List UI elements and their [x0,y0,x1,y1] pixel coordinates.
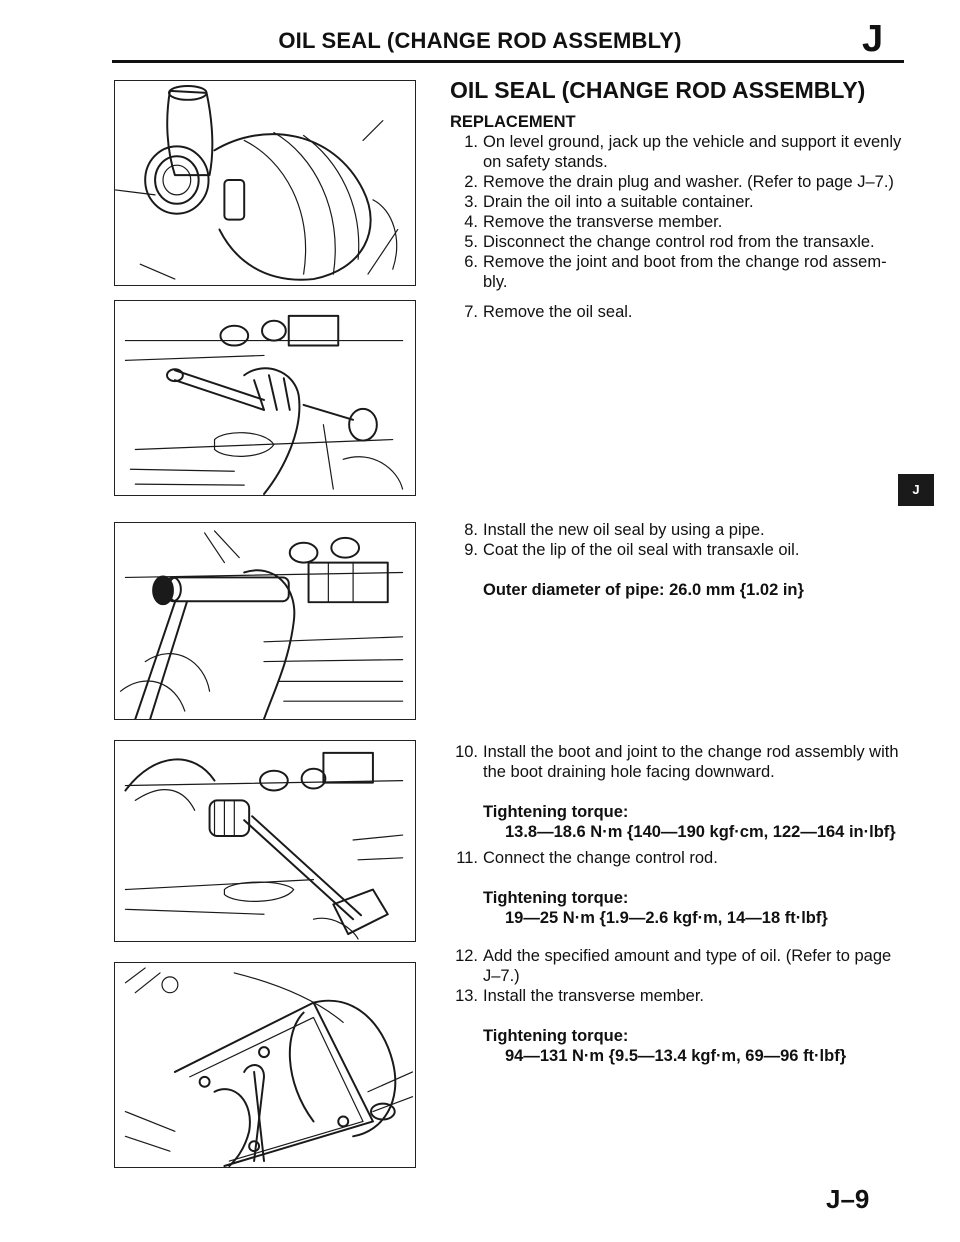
page-header-title: OIL SEAL (CHANGE ROD ASSEMBLY) [278,28,682,53]
step-item: 13. Install the transverse member. [455,987,705,1005]
figure-transverse-member [114,962,416,1168]
page-number: J–9 [826,1184,870,1214]
step-item: 9. Coat the lip of the oil seal with transaxle oil. [464,541,800,559]
section-letter: J [862,18,884,60]
torque-spec: Tightening torque: 94—131 N·m {9.5—13.4 kgf·m, 69—96 ft·lbf} [483,1027,847,1065]
step-item: 5. Disconnect the change control rod from the transaxle. [464,233,875,251]
steps-group-e [450,848,905,928]
section-thumb-tab: J [898,474,934,506]
section-content [450,77,905,292]
steps-group-a [450,132,905,292]
step-item: 10. Install the boot and joint to the change rod assembly with the boot draining hole facing downward. [455,743,899,781]
step-item: 6. Remove the joint and boot from the change rod assembly. [464,253,887,291]
spec-note: Outer diameter of pipe: 26.0 mm {1.02 in} [483,581,804,599]
step-item: 7. Remove the oil seal. [464,303,633,321]
figure-joint-torque [114,740,416,942]
step-item: 11. Connect the change control rod. [456,849,718,867]
figure-seal-removal [114,300,416,496]
torque-spec: Tightening torque: 13.8—18.6 N·m {140—190 kgf·cm, 122—164 in·lbf} [483,803,896,841]
step-item: 8. Install the new oil seal by using a pipe. [464,521,765,539]
step-item: 1. On level ground, jack up the vehicle and support it evenly on safety stands. [464,133,902,171]
step-item: 4. Remove the transverse member. [464,213,723,231]
header-divider [112,60,904,63]
section-title: OIL SEAL (CHANGE ROD ASSEMBLY) [450,77,866,103]
step-item: 2. Remove the drain plug and washer. (Refer to page J–7.) [464,173,894,191]
steps-group-f [450,946,905,1066]
torque-spec: Tightening torque: 19—25 N·m {1.9—2.6 kgf·m, 14—18 ft·lbf} [483,889,828,927]
section-subtitle: REPLACEMENT [450,113,576,131]
steps-group-c [450,520,905,600]
step-item: 12. Add the specified amount and type of oil. (Refer to page J–7.) [455,947,892,985]
step-item: 3. Drain the oil into a suitable container. [464,193,754,211]
steps-group-d [450,742,905,842]
steps-group-b [450,302,905,322]
figure-boot-removal [114,80,416,286]
figure-seal-install [114,522,416,720]
